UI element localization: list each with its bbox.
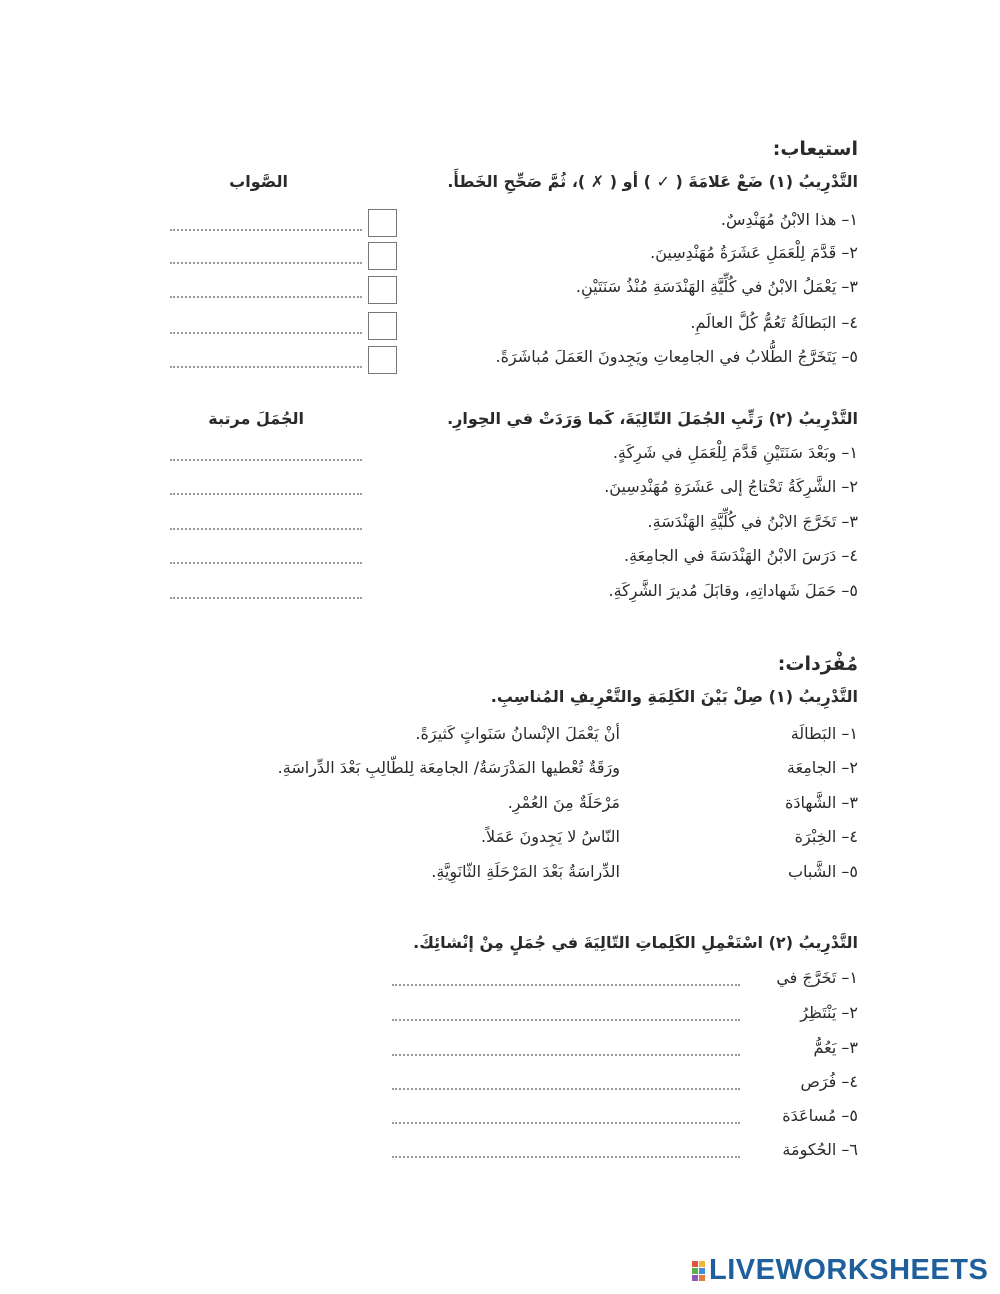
vocab-word[interactable]: ٢– الجامِعَة bbox=[786, 758, 858, 777]
ex1-item: ٢– قَدَّمَ لِلْعَمَلِ عَشَرَةُ مُهَنْدِسِينَ. bbox=[650, 243, 858, 262]
vocab-definition[interactable]: ورَقَةٌ تُعْطيها المَدْرَسَةُ/ الجامِعَة لِلطّالِبِ بَعْدَ الدِّراسَةِ. bbox=[277, 758, 620, 777]
vocab-definition[interactable]: أنْ يَعْمَلَ الإنْسانُ سَنَواتٍ كَثيرَةً. bbox=[415, 724, 620, 743]
liveworksheets-mark-icon bbox=[692, 1260, 706, 1282]
ex1-item: ٤– البَطالَةُ تَعُمُّ كُلَّ العالَمِ. bbox=[690, 313, 858, 332]
ordering-line[interactable] bbox=[170, 528, 362, 530]
correction-line[interactable] bbox=[170, 296, 362, 298]
ex1-instruction: التَّدْرِيبُ (١) ضَعْ عَلامَةَ ( ✓ ) أو ( ✗ )، ثُمَّ صَحِّحِ الخَطأَ. bbox=[447, 172, 858, 191]
vocab-word[interactable]: ١– البَطالَة bbox=[790, 724, 858, 743]
vocab-ex2-item: ٦– الحُكومَة bbox=[782, 1140, 858, 1159]
liveworksheets-logo bbox=[692, 1254, 988, 1287]
correction-line[interactable] bbox=[170, 262, 362, 264]
sentence-line[interactable] bbox=[392, 1122, 740, 1124]
ex2-item: ٢– الشَّرِكَةُ تَحْتاجُ إلى عَشَرَةِ مُهَنْدِسِينَ. bbox=[604, 477, 858, 496]
ex1-column-header: الصَّواب bbox=[229, 172, 288, 191]
vocab-ex2-item: ٤– فُرَص bbox=[800, 1072, 858, 1091]
ex2-item: ١– وبَعْدَ سَنَتَيْنِ قَدَّمَ لِلْعَمَلِ في شَرِكَةٍ. bbox=[612, 443, 858, 462]
brand-name: LIVEWORKSHEETS bbox=[709, 1254, 989, 1286]
correction-line[interactable] bbox=[170, 332, 362, 334]
vocab-ex2-item: ٢– يَنْتَظِرُ bbox=[800, 1003, 858, 1022]
vocab-word[interactable]: ٣– الشَّهادَة bbox=[784, 793, 858, 812]
sentence-line[interactable] bbox=[392, 1156, 740, 1158]
ex1-item: ٣– يَعْمَلُ الابْنُ في كُلِّيَّةِ الهَنْدَسَةِ مُنْذُ سَنَتَيْنِ. bbox=[575, 277, 858, 296]
vocab-word[interactable]: ٤– الخِبْرَة bbox=[794, 827, 858, 846]
vocab-ex2-item: ١– تَخَرَّجَ في bbox=[776, 968, 858, 987]
vocab-ex2-instruction: التَّدْرِيبُ (٢) اسْتَعْمِلِ الكَلِماتِ التّالِيَةَ في جُمَلٍ مِنْ إنْشائِكَ. bbox=[413, 933, 858, 952]
answer-checkbox[interactable] bbox=[368, 346, 397, 374]
answer-checkbox[interactable] bbox=[368, 242, 397, 270]
sentence-line[interactable] bbox=[392, 1054, 740, 1056]
vocab-definition[interactable]: مَرْحَلَةٌ مِنَ العُمْرِ. bbox=[507, 793, 620, 812]
ordering-line[interactable] bbox=[170, 493, 362, 495]
sentence-line[interactable] bbox=[392, 984, 740, 986]
answer-checkbox[interactable] bbox=[368, 276, 397, 304]
ordering-line[interactable] bbox=[170, 597, 362, 599]
answer-checkbox[interactable] bbox=[368, 312, 397, 340]
vocab-ex2-item: ٥– مُساعَدَة bbox=[782, 1106, 858, 1125]
ex1-item: ٥– يَتَخَرَّجُ الطُّلابُ في الجامِعاتِ ويَجِدونَ العَمَلَ مُباشَرَةً. bbox=[495, 347, 858, 366]
sentence-line[interactable] bbox=[392, 1088, 740, 1090]
vocab-word[interactable]: ٥– الشَّباب bbox=[787, 862, 858, 881]
ex2-item: ٤– دَرَسَ الابْنُ الهَنْدَسَةَ في الجامِعَةِ. bbox=[624, 546, 858, 565]
vocab-definition[interactable]: النّاسُ لا يَجِدونَ عَمَلاً. bbox=[480, 827, 620, 846]
answer-checkbox[interactable] bbox=[368, 209, 397, 237]
ex2-instruction: التَّدْرِيبُ (٢) رَتِّبِ الجُمَلَ التّالِيَةَ، كَما وَرَدَتْ في الحِوارِ. bbox=[447, 409, 858, 428]
vocabulary-title: مُفْرَدات: bbox=[777, 653, 858, 675]
sentence-line[interactable] bbox=[392, 1019, 740, 1021]
ordering-line[interactable] bbox=[170, 459, 362, 461]
ex1-item: ١– هذا الابْنُ مُهَنْدِسٌ. bbox=[720, 210, 858, 229]
ex2-column-header: الجُمَلَ مرتبة bbox=[208, 409, 304, 428]
correction-line[interactable] bbox=[170, 366, 362, 368]
vocab-ex1-instruction: التَّدْرِيبُ (١) صِلْ بَيْنَ الكَلِمَةِ والتَّعْرِيفِ المُناسِبِ. bbox=[490, 687, 858, 706]
vocab-ex2-item: ٣– يَعُمُّ bbox=[813, 1038, 858, 1057]
vocab-definition[interactable]: الدِّراسَةُ بَعْدَ المَرْحَلَةِ الثّانَوِيَّةِ. bbox=[431, 862, 620, 881]
comprehension-title: استيعاب: bbox=[772, 138, 858, 160]
ex2-item: ٣– تَخَرَّجَ الابْنُ في كُلِّيَّةِ الهَنْدَسَةِ. bbox=[647, 512, 858, 531]
ex2-item: ٥– حَمَلَ شَهاداتِهِ، وقابَلَ مُديرَ الشَّرِكَةِ. bbox=[608, 581, 858, 600]
ordering-line[interactable] bbox=[170, 562, 362, 564]
correction-line[interactable] bbox=[170, 229, 362, 231]
